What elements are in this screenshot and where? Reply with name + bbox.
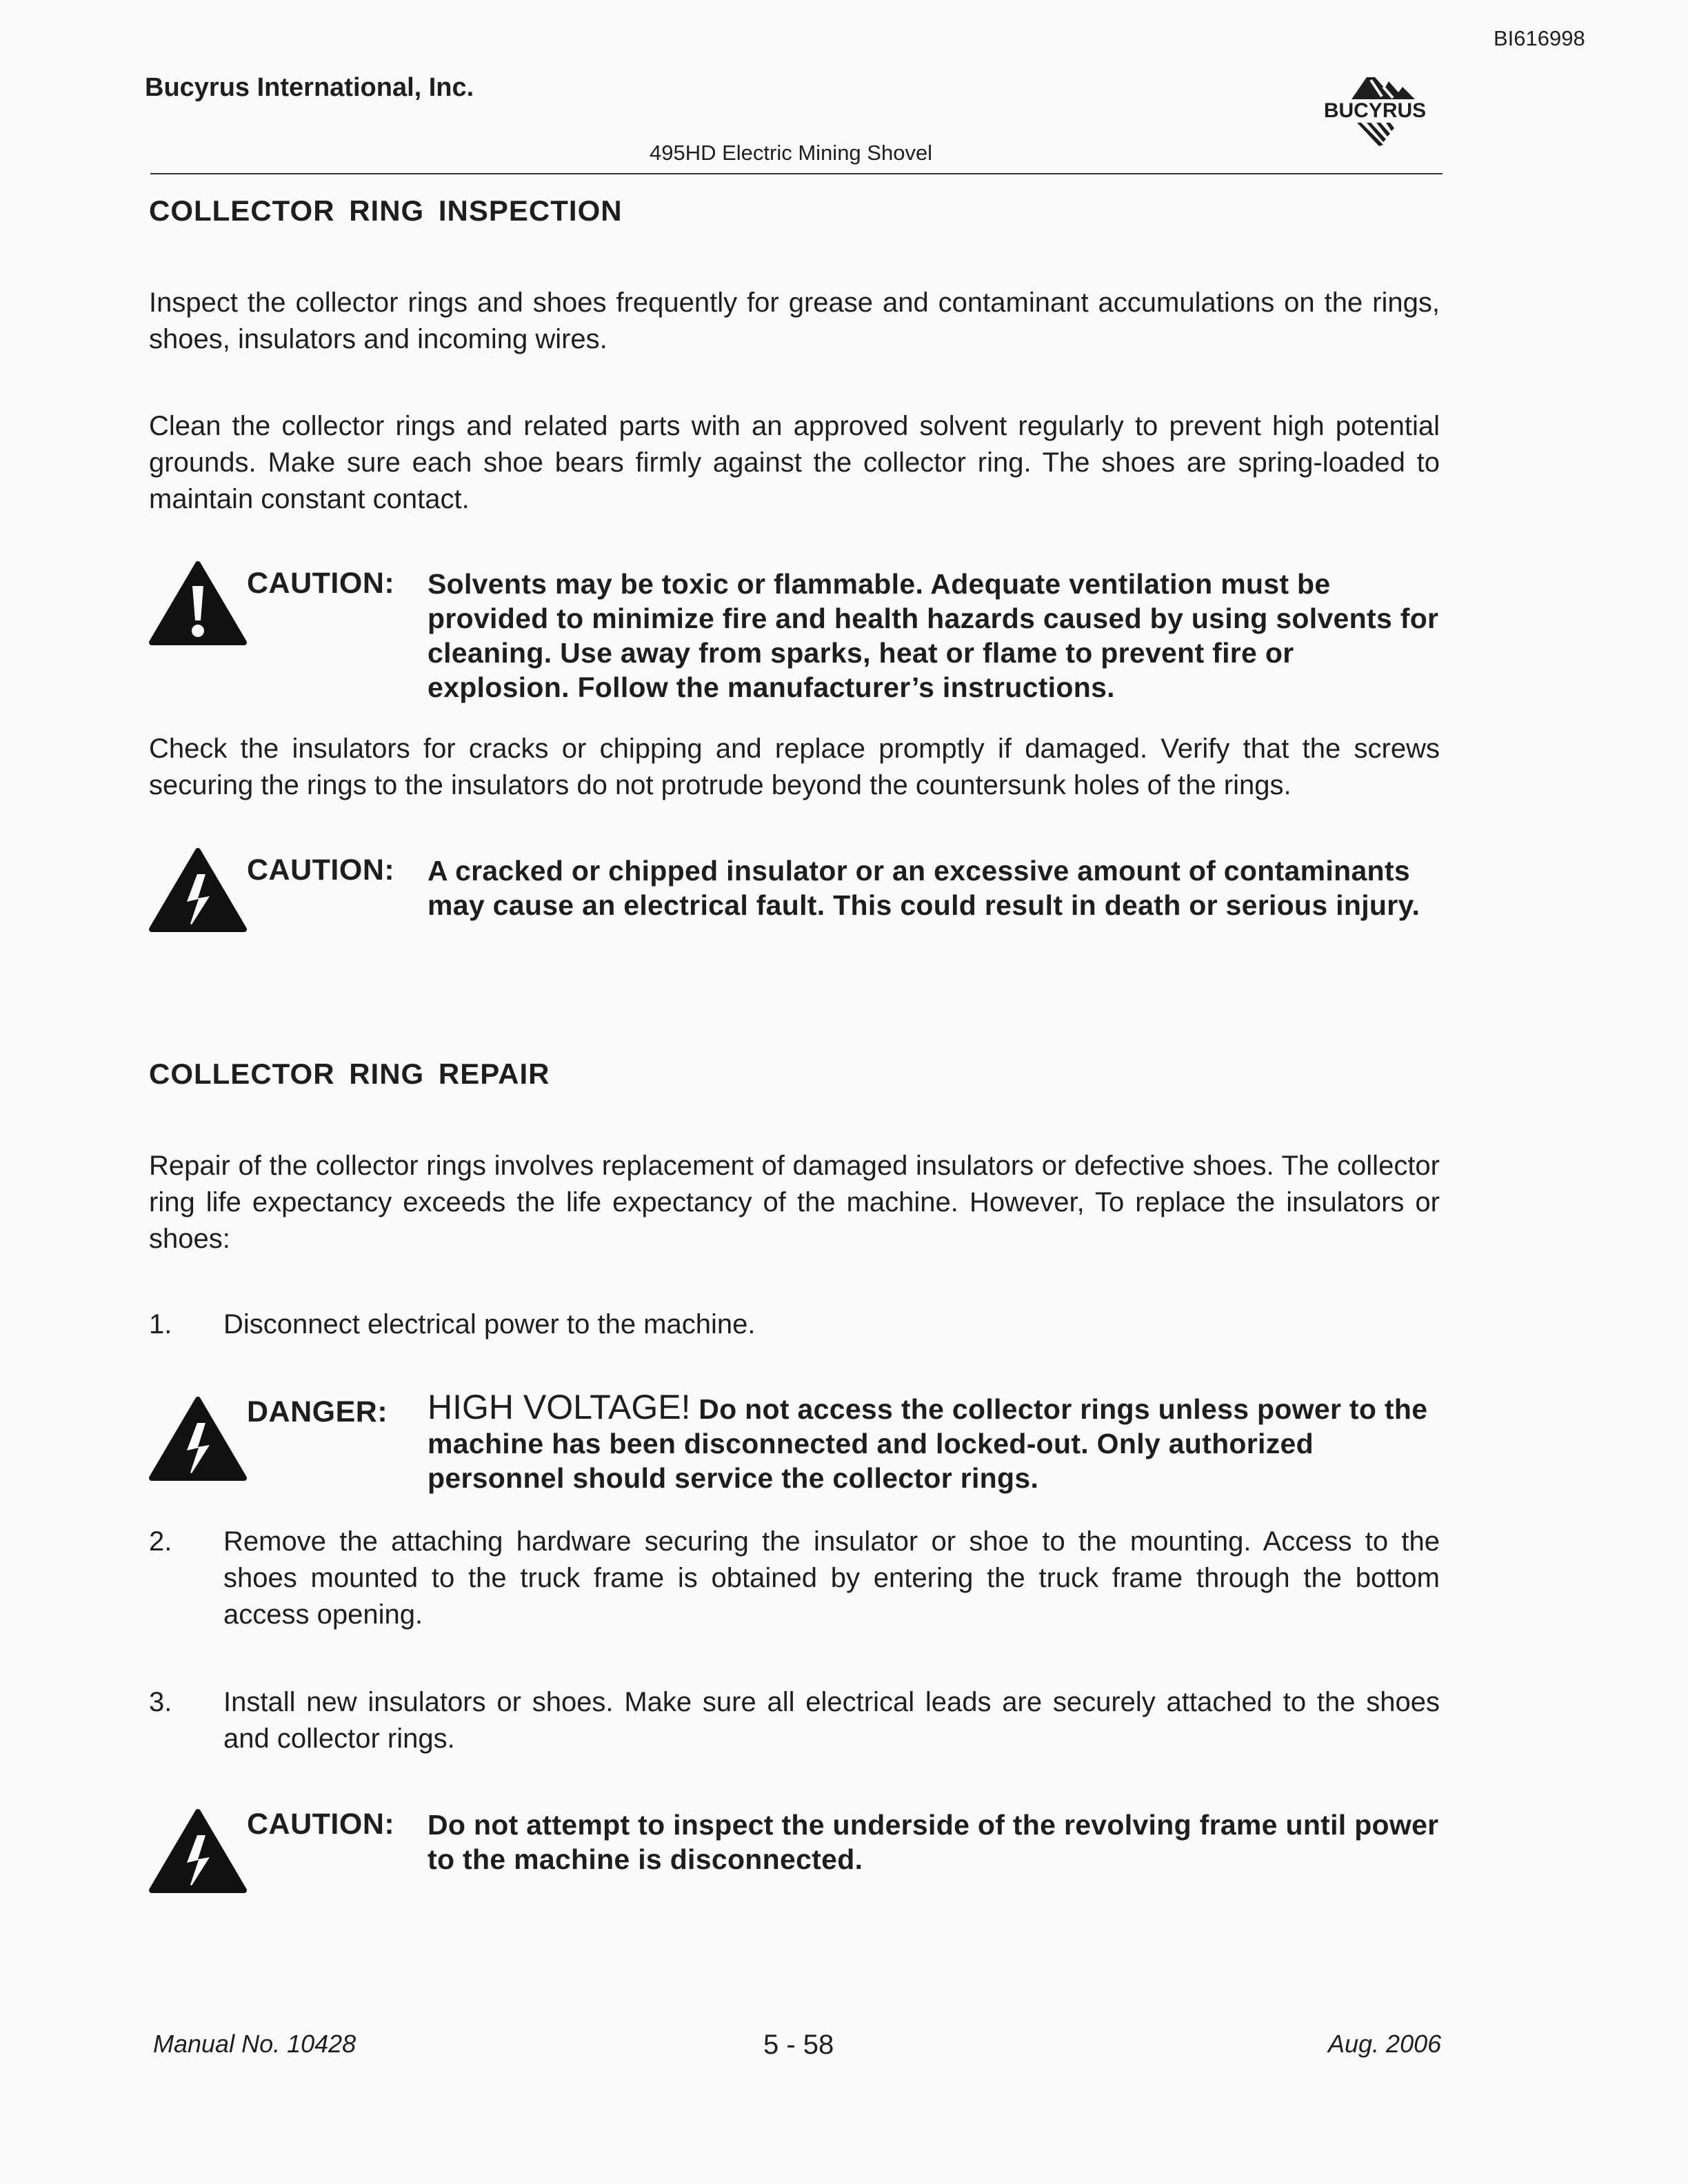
footer-manual-number: Manual No. 10428 xyxy=(153,2030,356,2058)
document-id: BI616998 xyxy=(1494,26,1585,50)
company-name: Bucyrus International, Inc. xyxy=(145,73,474,102)
header-divider xyxy=(150,173,1443,174)
inspection-paragraph-3: Check the insulators for cracks or chipping and replace promptly if damaged. Verify that the screws securing the rings to the insulators do not protrude beyond the countersunk holes of the rings. xyxy=(149,734,1440,800)
caution-text-insulator: A cracked or chipped insulator or an excessive amount of contaminants may cause an electrical fault. This could result in death or serious injury. xyxy=(428,855,1420,921)
step-number: 3. xyxy=(149,1687,172,1717)
electrical-hazard-icon xyxy=(149,1397,247,1482)
step-number: 1. xyxy=(149,1309,172,1339)
bucyrus-logo-mark xyxy=(1312,72,1438,154)
section-heading-repair: COLLECTOR RING REPAIR xyxy=(149,1058,550,1090)
caution-text-solvents: Solvents may be toxic or flammable. Adequate ventilation must be provided to minimize fire and health hazards caused by using solvents for cleaning. Use away from sparks, heat or flame to prevent fire or explosion. Follow the manufacturer’s instructions. xyxy=(428,568,1439,703)
inspection-paragraph-1: Inspect the collector rings and shoes frequently for grease and contaminant accumulations on the rings, shoes, insulators and incoming wires. xyxy=(149,287,1440,354)
repair-paragraph-1: Repair of the collector rings involves replacement of damaged insulators or defective shoes. The collector ring life expectancy exceeds the life expectancy of the machine. However, To replace the insulators or shoes: xyxy=(149,1151,1440,1254)
exclamation-warning-icon xyxy=(149,561,247,647)
electrical-hazard-icon xyxy=(149,848,247,933)
footer-date: Aug. 2006 xyxy=(1328,2030,1442,2058)
danger-label: DANGER: xyxy=(247,1395,388,1428)
caution-text-revolving-frame: Do not attempt to inspect the underside of the revolving frame until power to the machine is disconnected. xyxy=(428,1809,1439,1875)
step-number: 2. xyxy=(149,1526,172,1557)
logo-wordmark: BUCYRUS xyxy=(1323,99,1427,122)
caution-label: CAUTION: xyxy=(247,567,395,600)
danger-text xyxy=(428,1390,1441,1495)
caution-label: CAUTION: xyxy=(247,1808,395,1841)
section-heading-inspection: COLLECTOR RING INSPECTION xyxy=(149,194,623,227)
step-text: Disconnect electrical power to the machine. xyxy=(223,1309,756,1339)
danger-body: Do not access the collector rings unless power to the machine has been disconnected and locked-out. Only authorized personnel should service the collector rings. xyxy=(428,1393,1428,1494)
inspection-paragraph-2: Clean the collector rings and related parts with an approved solvent regularly to prevent high potential grounds. Make sure each shoe bears firmly against the collector ring. The shoes are spring-loaded to maintain constant contact. xyxy=(149,411,1440,514)
bucyrus-logo xyxy=(1312,72,1438,154)
step-text: Remove the attaching hardware securing the insulator or shoe to the mounting. Access to the shoes mounted to the truck frame is obtained by entering the truck frame through the bottom access opening. xyxy=(223,1526,1440,1630)
electrical-hazard-icon xyxy=(149,1809,247,1894)
step-text: Install new insulators or shoes. Make sure all electrical leads are securely attached to the shoes and collector rings. xyxy=(223,1687,1440,1754)
high-voltage-emphasis: HIGH VOLTAGE! xyxy=(428,1388,691,1426)
footer-page-number: 5 - 58 xyxy=(763,2030,834,2060)
manual-subtitle: 495HD Electric Mining Shovel xyxy=(650,141,933,165)
caution-label: CAUTION: xyxy=(247,853,395,887)
